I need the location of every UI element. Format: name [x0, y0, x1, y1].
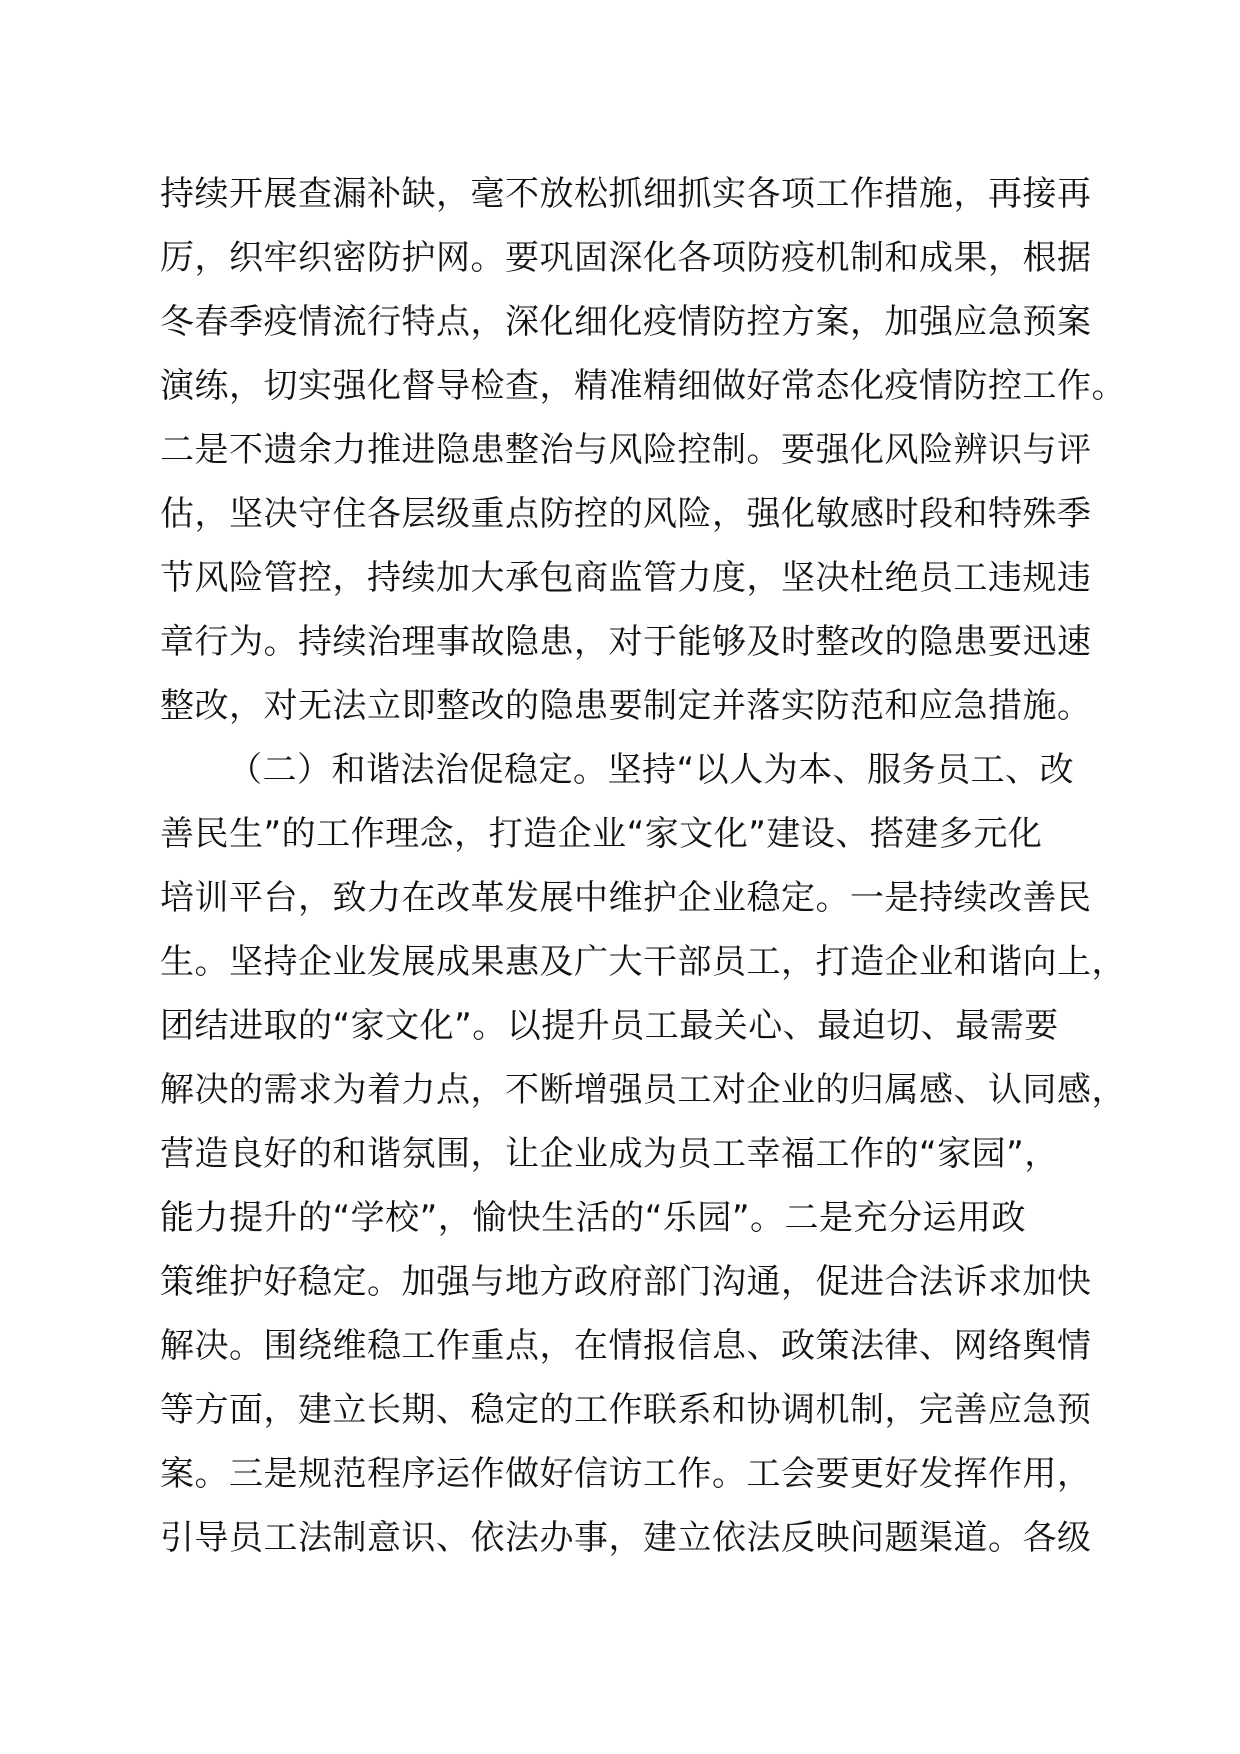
text-line: 团结进取的“家文化”。以提升员工最关心、最迫切、最需要	[160, 1006, 1059, 1046]
text-line: 策维护好稳定。加强与地方政府部门沟通，促进合法诉求加快	[160, 1262, 1092, 1302]
text-line: 节风险管控，持续加大承包商监管力度，坚决杜绝员工违规违	[160, 558, 1092, 598]
text-line: 章行为。持续治理事故隐患，对于能够及时整改的隐患要迅速	[160, 622, 1092, 662]
text-line: 善民生”的工作理念，打造企业“家文化”建设、搭建多元化	[160, 814, 1043, 854]
document-body	[160, 162, 1126, 1570]
text-line: 解决的需求为着力点，不断增强员工对企业的归属感、认同感，	[160, 1070, 1126, 1110]
text-line: 演练，切实强化督导检查，精准精细做好常态化疫情防控工作。	[160, 366, 1126, 406]
text-line: 生。坚持企业发展成果惠及广大干部员工，打造企业和谐向上，	[160, 942, 1126, 982]
text-line: 营造良好的和谐氛围，让企业成为员工幸福工作的“家园”，	[160, 1134, 1059, 1174]
text-line: 厉，织牢织密防护网。要巩固深化各项防疫机制和成果，根据	[160, 238, 1092, 278]
text-line: 估，坚决守住各层级重点防控的风险，强化敏感时段和特殊季	[160, 494, 1092, 534]
section-heading-line: （二）和谐法治促稳定。坚持“以人为本、服务员工、改	[228, 750, 1075, 790]
text-line: 持续开展查漏补缺，毫不放松抓细抓实各项工作措施，再接再	[160, 174, 1092, 214]
text-line: 引导员工法制意识、依法办事，建立依法反映问题渠道。各级	[160, 1518, 1092, 1558]
text-line: 能力提升的“学校”，愉快生活的“乐园”。二是充分运用政	[160, 1198, 1026, 1238]
text-line: 冬春季疫情流行特点，深化细化疫情防控方案，加强应急预案	[160, 302, 1092, 342]
text-line: 培训平台，致力在改革发展中维护企业稳定。一是持续改善民	[160, 878, 1092, 918]
text-line: 整改，对无法立即整改的隐患要制定并落实防范和应急措施。	[160, 686, 1092, 726]
text-line: 二是不遗余力推进隐患整治与风险控制。要强化风险辨识与评	[160, 430, 1092, 470]
text-line: 等方面，建立长期、稳定的工作联系和协调机制，完善应急预	[160, 1390, 1092, 1430]
text-line: 解决。围绕维稳工作重点，在情报信息、政策法律、网络舆情	[160, 1326, 1092, 1366]
text-line: 案。三是规范程序运作做好信访工作。工会要更好发挥作用，	[160, 1454, 1092, 1494]
